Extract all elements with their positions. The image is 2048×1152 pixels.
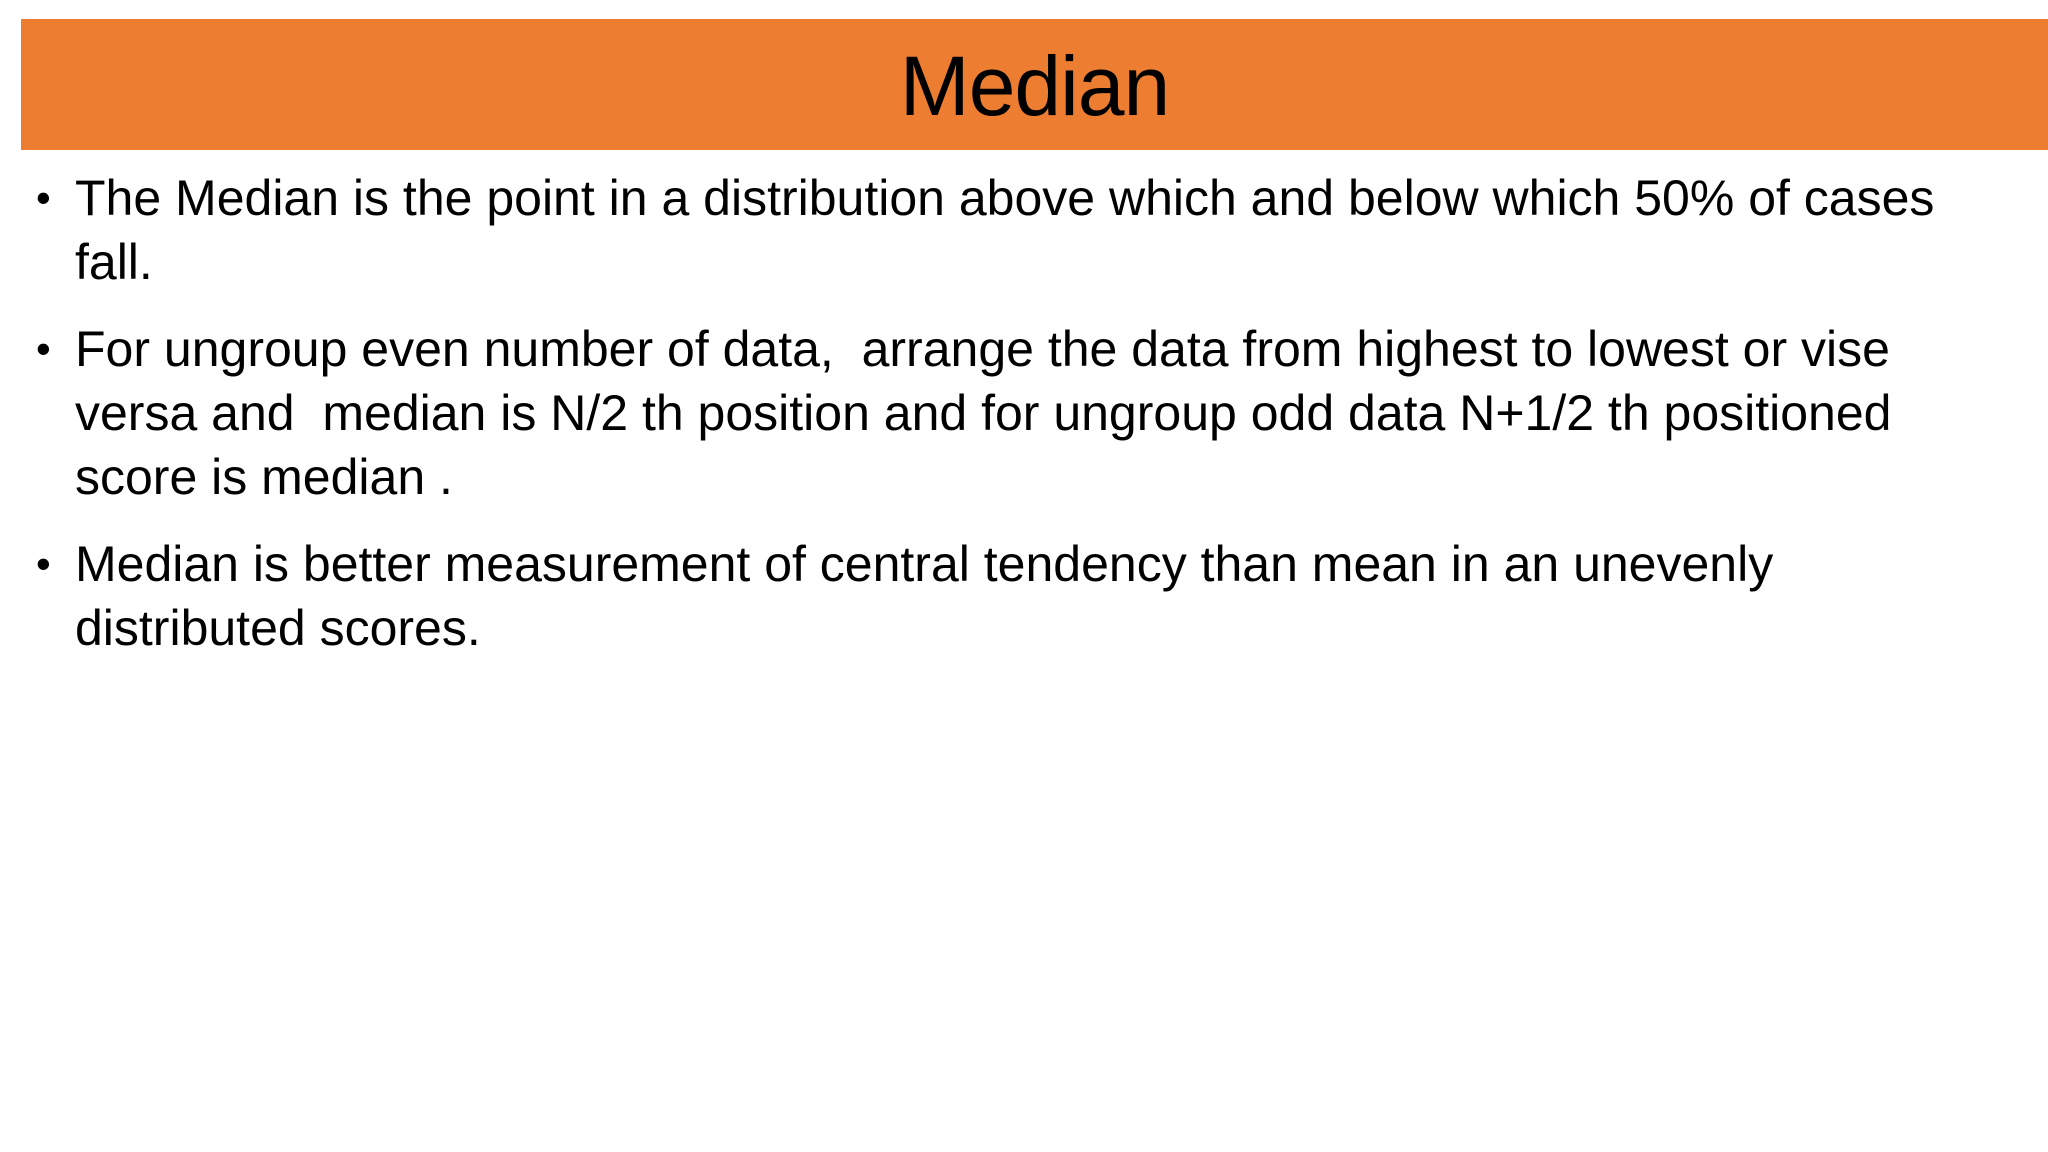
bullet-item <box>36 317 2016 509</box>
bullet-list <box>36 166 2016 683</box>
bullet-item <box>36 166 2016 294</box>
bullet-item <box>36 532 2016 660</box>
bullet-icon: • <box>36 540 51 587</box>
bullet-text: Median is better measurement of central tendency than mean in an unevenly distributed scores. <box>75 536 1788 656</box>
bullet-text: The Median is the point in a distribution above which and below which 50% of cases fall. <box>75 170 1949 290</box>
title-bar <box>21 19 2048 150</box>
bullet-icon: • <box>36 325 51 372</box>
slide-title: Median <box>899 38 1170 133</box>
bullet-icon: • <box>36 174 51 221</box>
bullet-text: For ungroup even number of data, arrange the data from highest to lowest or vise versa and median is N/2 th position and for ungroup odd data N+1/2 th positioned score is median . <box>75 321 1906 505</box>
